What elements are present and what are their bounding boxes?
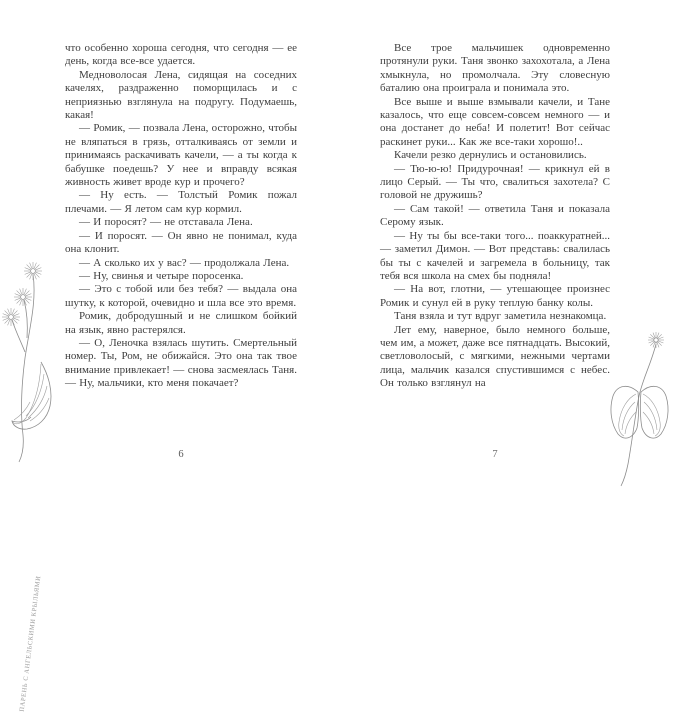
paragraph: Качели резко дернулись и остановились. (394, 149, 587, 162)
paragraph: что особенно хороша сегодня, что сегодня — ее день, когда все-все удается. (65, 42, 297, 68)
paragraph: — Тю-ю-ю! Придурочная! — крикнул ей в лицо Серый. — Ты что, свалиться захотела? С головой не дружишь? (380, 162, 610, 202)
paragraph: — И поросят. — Он явно не понимал, куда она клонит. (65, 229, 297, 256)
paragraph: — А сколько их у вас? — продолжала Лена. (79, 256, 290, 269)
paragraph: Таня взяла и тут вдруг заметила незнакомца. (394, 310, 607, 323)
paragraph: — Ну, свинья и четыре поросенка. (79, 269, 244, 282)
paragraph: — О, Леночка взялась шутить. Смертельный номер. Ты, Ром, не обижайся. Это она так твое внимание привлекает! — снова засмеялась Таня. — Ну, мальчики, кто меня покачает? (65, 336, 297, 390)
right-margin-decoration (598, 290, 674, 488)
page-number-left: 6 (178, 449, 184, 460)
paragraph: Все выше и выше взмывали качели, и Тане казалось, что еще совсем-совсем немного — и она достанет до неба! И полетит! Вот сейчас раскинет руки... Как же все-таки хорошо!.. (380, 95, 610, 148)
book-title-vertical: ПАРЕНЬ С АНГЕЛЬСКИМИ КРЫЛЬЯМИ (18, 575, 43, 713)
page-right-text (380, 42, 610, 391)
paragraph: — Сам такой! — ответила Таня и показала Серому язык. (380, 202, 610, 229)
paragraph: Все трое мальчишек одновременно протянули руки. Таня звонко захохотала, а Лена хмыкнула, но промолчала. Эту словесную баталию она проиграла и понимала это. (380, 42, 610, 95)
paragraph: — Ромик, — позвала Лена, осторожно, чтобы не вляпаться в грязь, отталкиваясь от земли и принимаясь раскачивать качели, — а ты когда к бабушке поедешь? У нее и вправду всякая живность живет вроде кур и прочего? (65, 122, 297, 189)
paragraph: — На вот, глотни, — утешающее произнес Ромик и сунул ей в руку теплую банку колы. (380, 283, 610, 309)
paragraph: — И поросят? — не отставала Лена. (79, 216, 253, 229)
page-left-text (65, 42, 297, 391)
paragraph: Лет ему, наверное, было немного больше, чем им, а может, даже все пятнадцать. Высокий, светловолосый, с мягкими, нежными чертами лица, мальчик казался спустившимся с небес. Он только взглянул на (380, 323, 610, 390)
paragraph: Ромик, добродушный и не слишком бойкий на язык, явно растерялся. (65, 310, 297, 336)
paragraph: — Это с тобой или без тебя? — выдала она шутку, к которой, очевидно и шла все это время. (65, 283, 297, 309)
angel-wings-illustration (598, 290, 674, 488)
paragraph: — Ну есть. — Толстый Ромик пожал плечами. — Я летом сам кур кормил. (65, 189, 297, 215)
left-margin-decoration (0, 250, 62, 713)
dandelion-wing-illustration (0, 250, 62, 465)
paragraph: Медноволосая Лена, сидящая на соседних качелях, раздраженно поморщилась и с неприязнью взглянула на подругу. Подумаешь, какая! (65, 68, 297, 122)
page-number-right: 7 (492, 449, 498, 460)
paragraph: — Ну ты бы все-таки того... поаккуратней... — заметил Димон. — Вот представь: свалилась бы ты с качелей и загремела в больницу, так тебя вся школа на смех бы подняла! (380, 229, 610, 282)
